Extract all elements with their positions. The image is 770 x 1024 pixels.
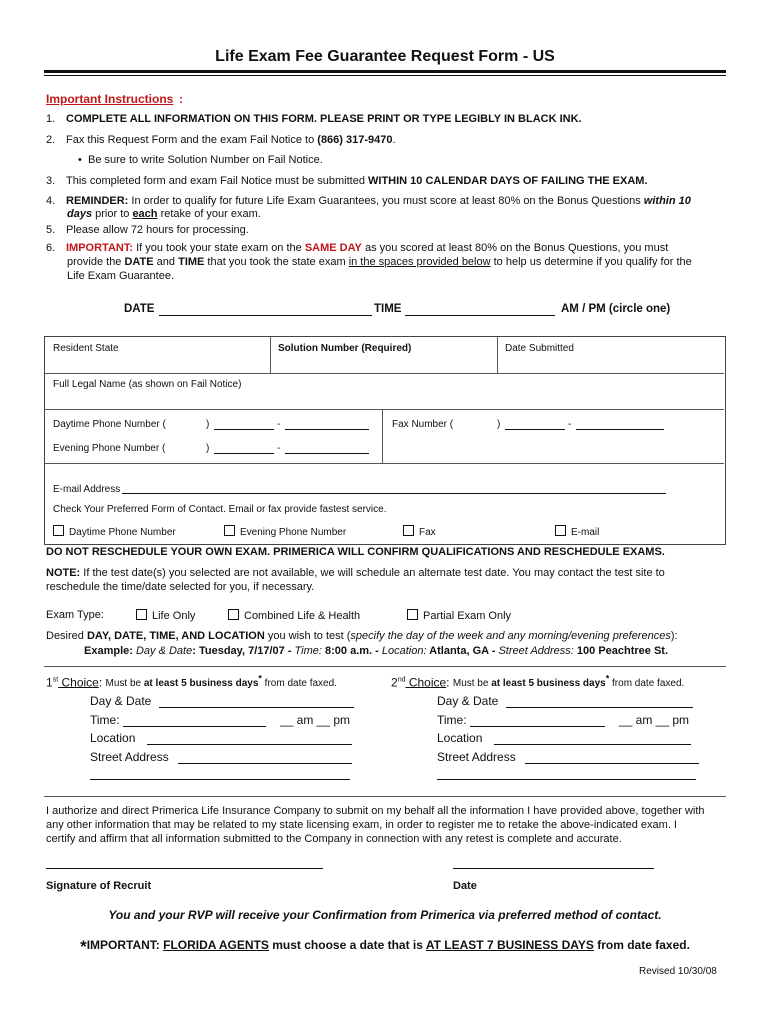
divider xyxy=(497,337,498,373)
instruction-6-cont: provide the DATE and TIME that you took the state exam in the spaces provided below to help us determine if you qualify for the xyxy=(67,256,692,268)
desired-instructions: Desired DAY, DATE, TIME, AND LOCATION you wish to test (specify the day of the week and any morning/evening preferences): xyxy=(46,630,678,642)
daytime-phone-dash: - xyxy=(277,419,281,430)
exam-type-label: Exam Type: xyxy=(46,609,104,621)
contact-fax-checkbox[interactable]: Fax xyxy=(403,525,436,538)
second-choice-time-field[interactable] xyxy=(470,726,605,727)
daytime-phone-paren: ) xyxy=(206,419,210,430)
first-choice-time-field[interactable] xyxy=(123,726,266,727)
second-choice-day-date-field[interactable] xyxy=(506,707,693,708)
first-choice-heading: 1st Choice: Must be at least 5 business days* from date faxed. xyxy=(46,674,337,690)
instruction-6: 6. IMPORTANT: If you took your state exam on the SAME DAY as you scored at least 80% on the Bonus Questions, you must xyxy=(46,242,669,254)
daytime-phone-prefix-field[interactable] xyxy=(214,429,274,430)
checkbox-icon xyxy=(407,609,418,620)
signature-label: Signature of Recruit xyxy=(46,880,152,892)
exam-type-combined[interactable]: Combined Life & Health xyxy=(228,609,360,622)
evening-phone-label: Evening Phone Number ( xyxy=(53,443,166,454)
state-exam-time-label: TIME xyxy=(374,303,402,315)
second-choice-street-field-2[interactable] xyxy=(437,779,696,780)
second-choice-street-field[interactable] xyxy=(525,763,699,764)
instruction-1: 1. COMPLETE ALL INFORMATION ON THIS FORM. PLEASE PRINT OR TYPE LEGIBLY IN BLACK INK. xyxy=(46,113,582,125)
instruction-3: 3. This completed form and exam Fail Notice must be submitted WITHIN 10 CALENDAR DAYS OF FAILING THE EXAM. xyxy=(46,175,648,187)
divider xyxy=(45,409,724,410)
divider xyxy=(382,410,383,463)
second-choice-street-label: Street Address xyxy=(437,750,516,764)
second-choice-day-date-label: Day & Date xyxy=(437,694,499,708)
instruction-5: 5. Please allow 72 hours for processing. xyxy=(46,224,249,236)
instructions-colon: : xyxy=(179,92,183,106)
no-reschedule-notice: DO NOT RESCHEDULE YOUR OWN EXAM. PRIMERICA WILL CONFIRM QUALIFICATIONS AND RESCHEDULE EXAMS. xyxy=(46,546,665,558)
checkbox-icon xyxy=(403,525,414,536)
daytime-phone-number-field[interactable] xyxy=(285,429,369,430)
instruction-bullet: • Be sure to write Solution Number on Fail Notice. xyxy=(78,154,323,166)
contact-daytime-checkbox[interactable]: Daytime Phone Number xyxy=(53,525,176,538)
note-line-1: NOTE: If the test date(s) you selected are not available, we will schedule an alternate test date. You may contact the test site to xyxy=(46,567,665,579)
checkbox-icon xyxy=(555,525,566,536)
fax-number-paren: ) xyxy=(497,419,501,430)
second-choice-location-field[interactable] xyxy=(494,744,691,745)
first-choice-street-label: Street Address xyxy=(90,750,169,764)
signature-date-label: Date xyxy=(453,880,477,892)
first-choice-location-label: Location xyxy=(90,731,136,745)
contact-preference-label: Check Your Preferred Form of Contact. Email or fax provide fastest service. xyxy=(53,504,387,515)
fax-number-dash: - xyxy=(568,419,572,430)
daytime-phone-label: Daytime Phone Number ( xyxy=(53,419,166,430)
checkbox-icon xyxy=(136,609,147,620)
divider xyxy=(270,337,271,373)
second-choice-time-label: Time: xyxy=(437,713,467,727)
signature-field[interactable] xyxy=(46,868,323,869)
full-name-field[interactable]: Full Legal Name (as shown on Fail Notice) xyxy=(53,379,242,390)
first-choice-am-pm[interactable]: __ am __ pm xyxy=(280,713,351,727)
second-choice-heading: 2nd Choice: Must be at least 5 business days* from date faxed. xyxy=(391,674,685,690)
first-choice-day-date-label: Day & Date xyxy=(90,694,152,708)
evening-phone-dash: - xyxy=(277,443,281,454)
instructions-heading: Important Instructions xyxy=(46,92,174,106)
signature-date-field[interactable] xyxy=(453,868,654,869)
solution-number-field[interactable]: Solution Number (Required) xyxy=(278,343,412,354)
note-line-2: reschedule the time/date selected for you, if necessary. xyxy=(46,581,315,593)
resident-state-field[interactable]: Resident State xyxy=(53,343,119,354)
first-choice-street-field-2[interactable] xyxy=(90,779,350,780)
checkbox-icon xyxy=(53,525,64,536)
instruction-4-cont: days prior to each retake of your exam. xyxy=(67,208,261,220)
divider xyxy=(45,373,724,374)
checkbox-icon xyxy=(224,525,235,536)
revision-date: Revised 10/30/08 xyxy=(639,966,717,977)
fax-number-field[interactable] xyxy=(576,429,664,430)
confirmation-note: You and your RVP will receive your Confirmation from Primerica via preferred method of contact. xyxy=(108,908,662,922)
page-title: Life Exam Fee Guarantee Request Form - US xyxy=(215,48,555,65)
evening-phone-number-field[interactable] xyxy=(285,453,369,454)
first-choice-day-date-field[interactable] xyxy=(159,707,354,708)
checkbox-icon xyxy=(228,609,239,620)
divider xyxy=(44,666,726,667)
first-choice-street-field[interactable] xyxy=(178,763,352,764)
florida-notice: *IMPORTANT: FLORIDA AGENTS must choose a date that is AT LEAST 7 BUSINESS DAYS from date faxed. xyxy=(80,937,690,956)
state-exam-date-field[interactable] xyxy=(159,315,372,316)
bullet-icon: • xyxy=(78,154,82,166)
divider xyxy=(44,796,726,797)
instruction-6-cont2: Life Exam Guarantee. xyxy=(67,270,175,282)
title-rule xyxy=(44,70,726,73)
date-submitted-field[interactable]: Date Submitted xyxy=(505,343,574,354)
state-exam-time-field[interactable] xyxy=(405,315,555,316)
title-rule-thin xyxy=(44,75,726,76)
state-exam-date-label: DATE xyxy=(124,303,155,315)
first-choice-time-label: Time: xyxy=(90,713,120,727)
contact-evening-checkbox[interactable]: Evening Phone Number xyxy=(224,525,346,538)
fax-number-prefix-field[interactable] xyxy=(505,429,565,430)
am-pm-circle[interactable]: AM / PM (circle one) xyxy=(561,303,671,315)
authorization-line-1: I authorize and direct Primerica Life Insurance Company to submit on my behalf all the information I have provided above, together with xyxy=(46,805,705,817)
email-field[interactable] xyxy=(122,493,666,494)
email-label: E-mail Address xyxy=(53,484,121,495)
exam-type-life-only[interactable]: Life Only xyxy=(136,609,195,622)
second-choice-am-pm[interactable]: __ am __ pm xyxy=(619,713,690,727)
authorization-line-2: any other information that may be related to my state licensing exam, in order to register me to retake the above-indicated exam. I xyxy=(46,819,677,831)
fax-number-label: Fax Number ( xyxy=(392,419,454,430)
instruction-2: 2. Fax this Request Form and the exam Fail Notice to (866) 317-9470. xyxy=(46,134,396,146)
evening-phone-paren: ) xyxy=(206,443,210,454)
desired-example: Example: Day & Date: Tuesday, 7/17/07 - Time: 8:00 a.m. - Location: Atlanta, GA - Street Address: 100 Peachtree St. xyxy=(84,645,669,657)
evening-phone-prefix-field[interactable] xyxy=(214,453,274,454)
second-choice-location-label: Location xyxy=(437,731,483,745)
divider xyxy=(45,463,724,464)
instruction-4: 4. REMINDER: In order to qualify for future Life Exam Guarantees, you must score at least 80% on the Bonus Questions within 10 xyxy=(46,195,691,207)
exam-type-partial[interactable]: Partial Exam Only xyxy=(407,609,511,622)
authorization-line-3: certify and affirm that all information submitted to the Company in connection with any retest is complete and accurate. xyxy=(46,833,622,845)
contact-email-checkbox[interactable]: E-mail xyxy=(555,525,599,538)
first-choice-location-field[interactable] xyxy=(147,744,352,745)
